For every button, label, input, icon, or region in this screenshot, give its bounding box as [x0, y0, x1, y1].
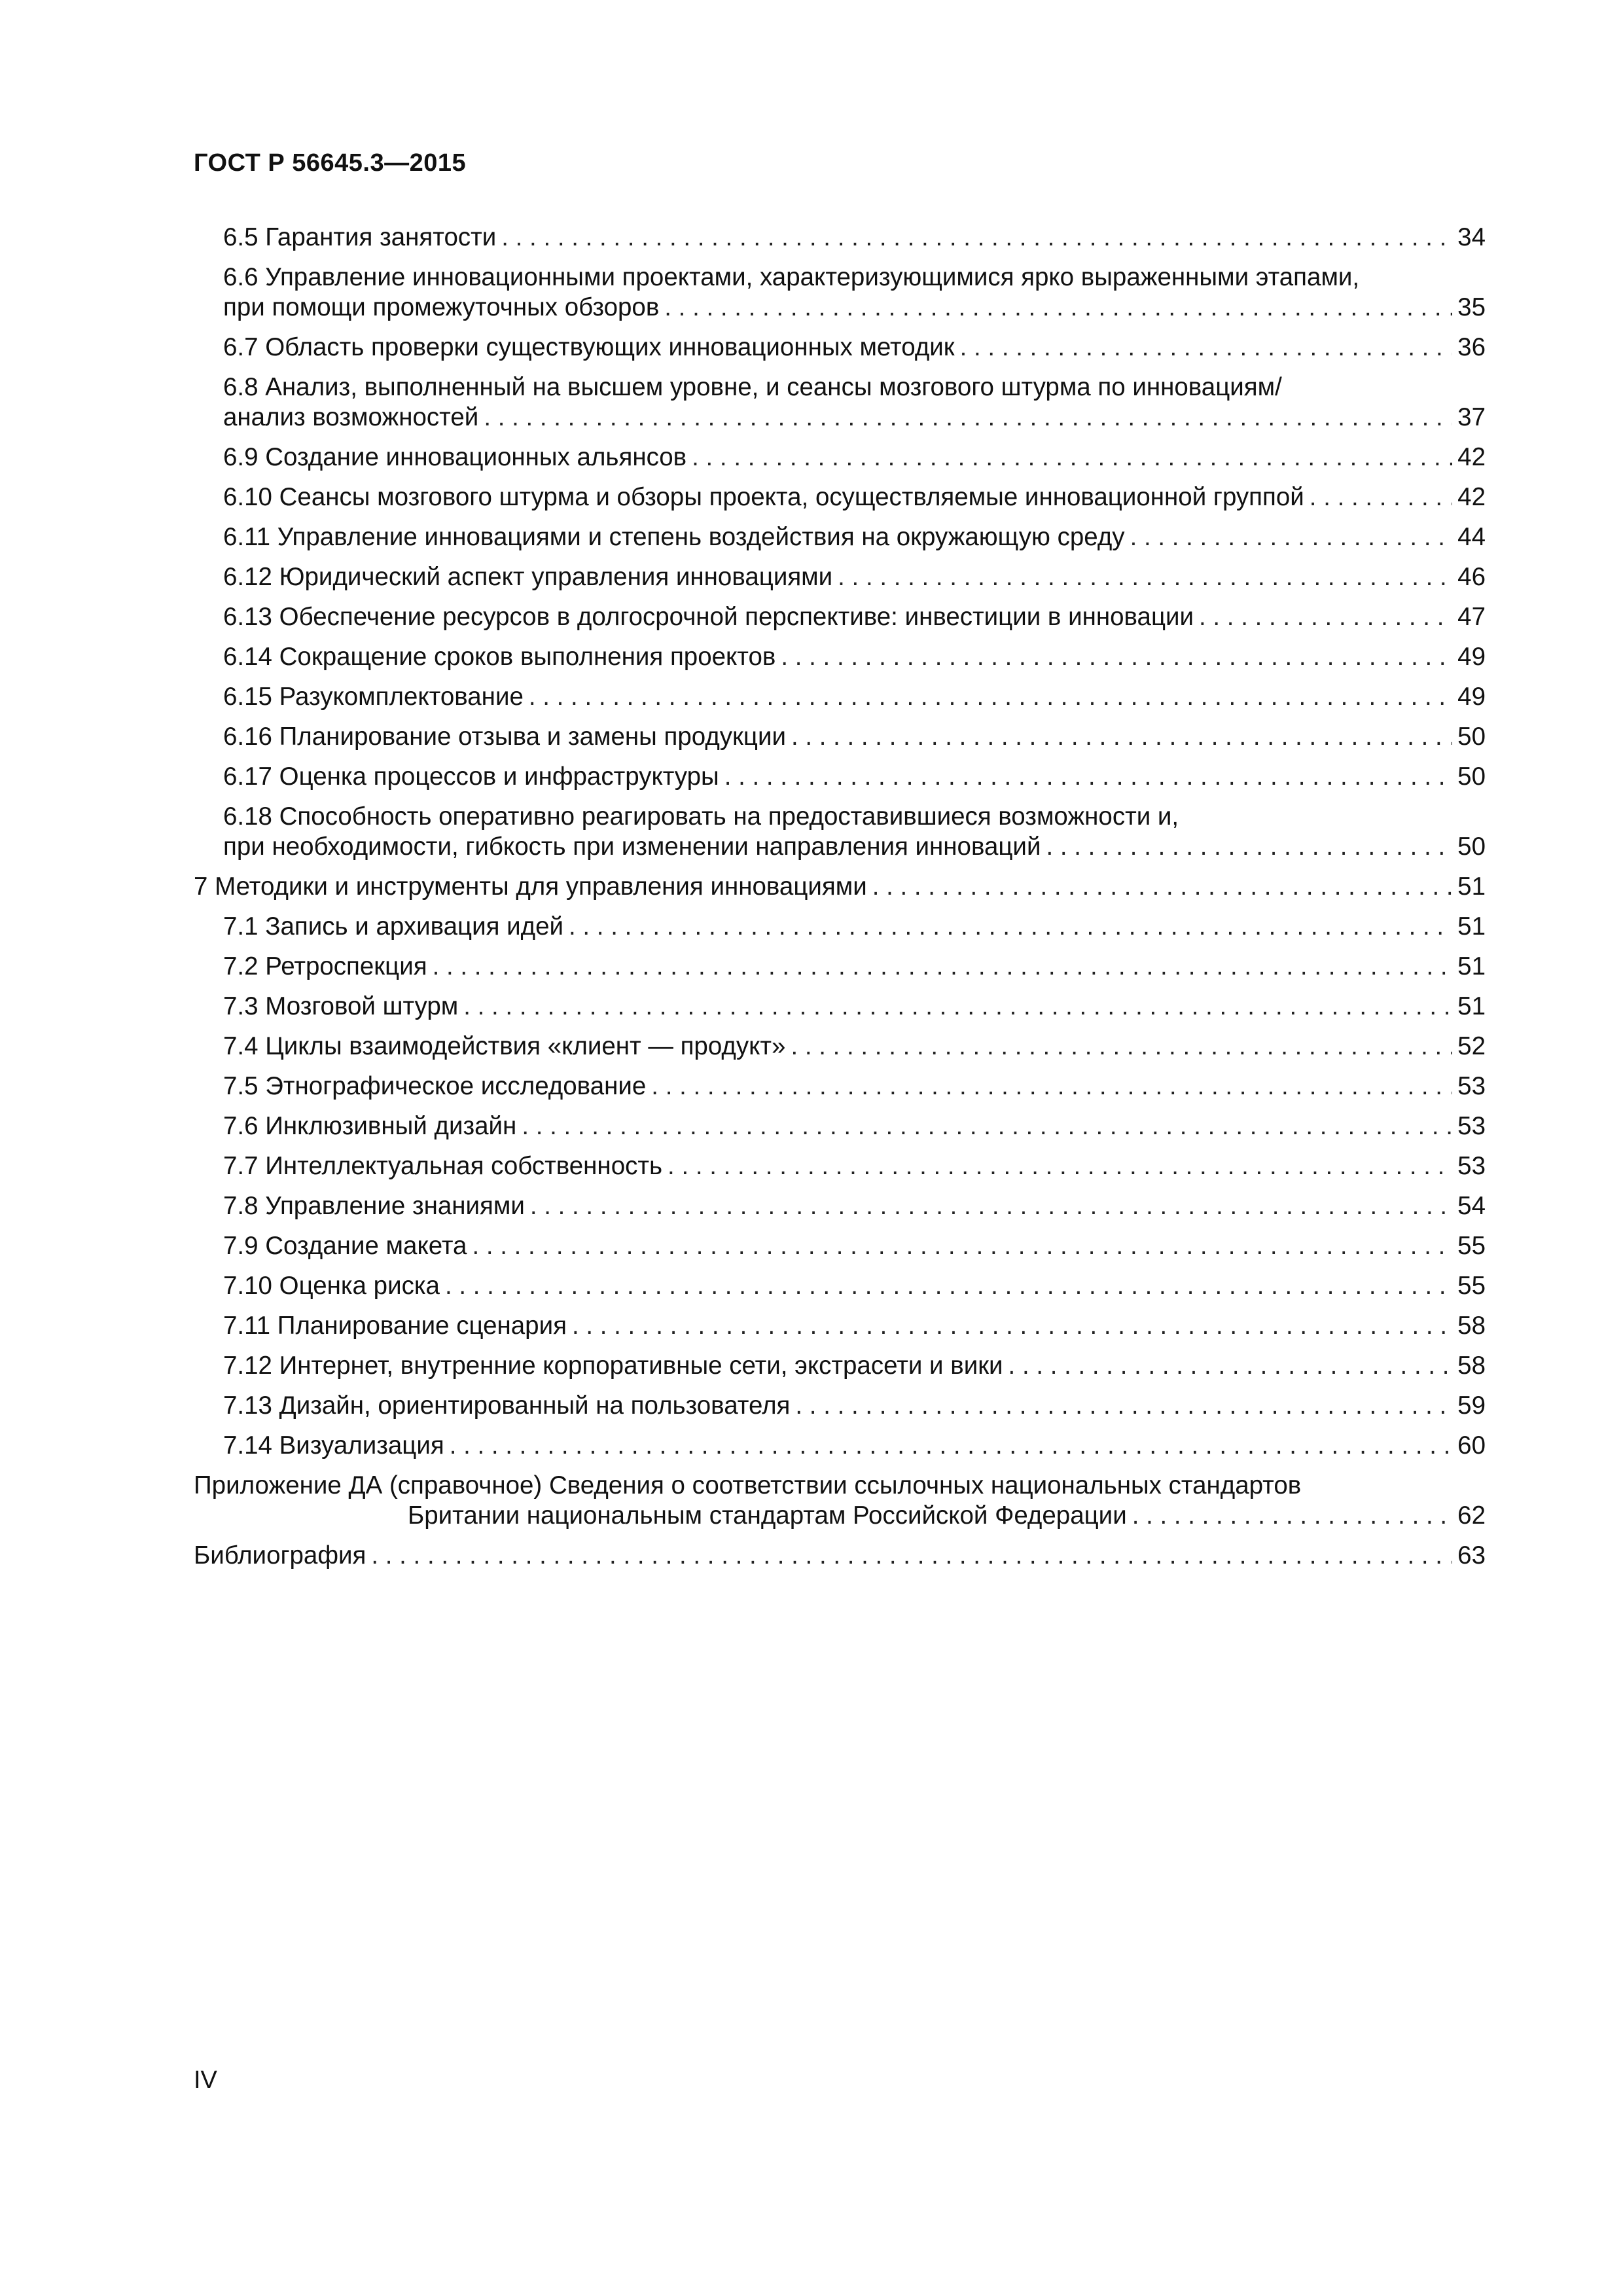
toc-page-number: 46 [1457, 563, 1486, 591]
toc-page-number: 51 [1457, 952, 1486, 980]
toc-entry-title: 7.4 Циклы взаимодействия «клиент — продукт» [223, 1032, 786, 1060]
dot-leader [1130, 522, 1453, 552]
toc-entry-7-10[interactable] [194, 1271, 1486, 1301]
toc-entry-6-9[interactable] [194, 442, 1486, 473]
toc-entry-6-17[interactable] [194, 762, 1486, 792]
toc-page-number: 53 [1457, 1072, 1486, 1100]
toc-page-number: 55 [1457, 1232, 1486, 1260]
toc-entry-title: 7.11 Планирование сценария [223, 1312, 567, 1340]
toc-page-number: 51 [1457, 872, 1486, 901]
dot-leader [781, 642, 1452, 672]
toc-entry-bibliography[interactable] [194, 1541, 1486, 1571]
toc-entry-title: 7.5 Этнографическое исследование [223, 1072, 647, 1100]
toc-entry-title: 6.6 Управление инновационными проектами, характеризующимися ярко выраженными этапами, [223, 263, 1360, 291]
toc-entry-title: 7.14 Визуализация [223, 1431, 444, 1460]
toc-entry-7-2[interactable] [194, 952, 1486, 982]
dot-leader [791, 722, 1452, 752]
toc-page-number: 34 [1457, 223, 1486, 251]
dot-leader [445, 1271, 1452, 1301]
toc-page-number: 52 [1457, 1032, 1486, 1060]
toc-entry-title: 6.17 Оценка процессов и инфраструктуры [223, 762, 719, 791]
dot-leader [1310, 482, 1452, 512]
toc-entry-7[interactable] [194, 872, 1486, 902]
toc-page-number: 62 [1457, 1501, 1486, 1530]
dot-leader [664, 293, 1452, 323]
toc-entry-title: 6.11 Управление инновациями и степень воздействия на окружающую среду [223, 523, 1125, 551]
toc-page-number: 59 [1457, 1391, 1486, 1420]
toc-entry-title: 6.7 Область проверки существующих инновационных методик [223, 333, 955, 361]
document-header: ГОСТ Р 56645.3—2015 [194, 149, 467, 177]
toc-page-number: 51 [1457, 992, 1486, 1020]
toc-entry-title: 7.8 Управление знаниями [223, 1192, 525, 1220]
toc-page-number: 50 [1457, 762, 1486, 791]
toc-page-number: 63 [1457, 1541, 1486, 1570]
dot-leader [668, 1151, 1452, 1181]
toc-entry-title: 7.10 Оценка риска [223, 1272, 440, 1300]
toc-entry-title: 7.3 Мозговой штурм [223, 992, 459, 1020]
toc-page-number: 37 [1457, 403, 1486, 431]
toc-entry-title: 7.1 Запись и архивация идей [223, 912, 564, 941]
toc-entry-7-4[interactable] [194, 1031, 1486, 1062]
toc-page-number: 42 [1457, 443, 1486, 471]
toc-page-number: 49 [1457, 683, 1486, 711]
dot-leader [838, 562, 1452, 592]
dot-leader [1008, 1351, 1453, 1381]
toc-entry-7-11[interactable] [194, 1311, 1486, 1341]
toc-entry-6-18[interactable] [194, 802, 1486, 862]
table-of-contents [194, 223, 1486, 1581]
toc-entry-6-15[interactable] [194, 682, 1486, 712]
toc-entry-7-7[interactable] [194, 1151, 1486, 1181]
toc-entry-title: 7.7 Интеллектуальная собственность [223, 1152, 663, 1180]
toc-page-number: 58 [1457, 1312, 1486, 1340]
dot-leader [529, 682, 1452, 712]
dot-leader [530, 1191, 1452, 1221]
toc-entry-title: Библиография [194, 1541, 366, 1570]
toc-entry-7-8[interactable] [194, 1191, 1486, 1221]
dot-leader [651, 1071, 1452, 1102]
dot-leader [1199, 602, 1452, 632]
toc-entry-7-9[interactable] [194, 1231, 1486, 1261]
toc-entry-title: 6.16 Планирование отзыва и замены продукции [223, 723, 786, 751]
dot-leader [450, 1431, 1452, 1461]
toc-entry-title: 6.13 Обеспечение ресурсов в долгосрочной перспективе: инвестиции в инновации [223, 603, 1194, 631]
toc-entry-title: 6.18 Способность оперативно реагировать на предоставившиеся возможности и, [223, 802, 1179, 831]
toc-entry-6-12[interactable] [194, 562, 1486, 592]
dot-leader [795, 1391, 1452, 1421]
toc-page-number: 36 [1457, 333, 1486, 361]
dot-leader [433, 952, 1453, 982]
toc-page-number: 58 [1457, 1352, 1486, 1380]
toc-entry-6-13[interactable] [194, 602, 1486, 632]
toc-page-number: 60 [1457, 1431, 1486, 1460]
toc-entry-6-5[interactable] [194, 223, 1486, 253]
dot-leader [572, 1311, 1452, 1341]
toc-entry-6-11[interactable] [194, 522, 1486, 552]
toc-entry-6-16[interactable] [194, 722, 1486, 752]
toc-entry-title: при помощи промежуточных обзоров [223, 293, 660, 321]
toc-entry-title: 7.12 Интернет, внутренние корпоративные сети, экстрасети и вики [223, 1352, 1003, 1380]
toc-entry-7-1[interactable] [194, 912, 1486, 942]
dot-leader [724, 762, 1452, 792]
dot-leader [692, 442, 1452, 473]
toc-page-number: 47 [1457, 603, 1486, 631]
dot-leader [569, 912, 1452, 942]
toc-page-number: 54 [1457, 1192, 1486, 1220]
page-number: IV [194, 2066, 217, 2094]
toc-page-number: 53 [1457, 1112, 1486, 1140]
toc-entry-title: 7.13 Дизайн, ориентированный на пользователя [223, 1391, 791, 1420]
dot-leader [522, 1111, 1452, 1141]
dot-leader [472, 1231, 1452, 1261]
toc-entry-title: Британии национальным стандартам Российской Федерации [408, 1501, 1127, 1530]
toc-entry-title: 6.10 Сеансы мозгового штурма и обзоры проекта, осуществляемые инновационной группой [223, 483, 1304, 511]
toc-entry-6-6[interactable] [194, 262, 1486, 323]
toc-entry-title: 7.9 Создание макета [223, 1232, 467, 1260]
dot-leader [1046, 832, 1452, 862]
toc-entry-title: 6.5 Гарантия занятости [223, 223, 497, 251]
toc-entry-title: 6.9 Создание инновационных альянсов [223, 443, 687, 471]
toc-page-number: 53 [1457, 1152, 1486, 1180]
toc-page-number: 49 [1457, 643, 1486, 671]
toc-entry-6-10[interactable] [194, 482, 1486, 512]
toc-entry-7-6[interactable] [194, 1111, 1486, 1141]
toc-entry-6-8[interactable] [194, 372, 1486, 433]
toc-entry-title: при необходимости, гибкость при изменении направления инноваций [223, 833, 1041, 861]
toc-entry-title: анализ возможностей [223, 403, 479, 431]
toc-entry-7-12[interactable] [194, 1351, 1486, 1381]
toc-entry-title: 7.2 Ретроспекция [223, 952, 427, 980]
toc-entry-7-5[interactable] [194, 1071, 1486, 1102]
dot-leader [960, 332, 1453, 363]
toc-entry-title: Приложение ДА (справочное) Сведения о соответствии ссылочных национальных стандартов [194, 1471, 1302, 1499]
toc-page-number: 35 [1457, 293, 1486, 321]
dot-leader [791, 1031, 1452, 1062]
dot-leader [1132, 1501, 1452, 1531]
toc-entry-annex-da[interactable] [194, 1471, 1486, 1531]
toc-entry-6-7[interactable] [194, 332, 1486, 363]
toc-entry-title: 6.12 Юридический аспект управления инновациями [223, 563, 833, 591]
toc-entry-title: 6.8 Анализ, выполненный на высшем уровне, и сеансы мозгового штурма по инновациям/ [223, 373, 1282, 401]
toc-page-number: 51 [1457, 912, 1486, 941]
toc-entry-title: 6.15 Разукомплектование [223, 683, 524, 711]
toc-entry-7-3[interactable] [194, 992, 1486, 1022]
toc-entry-6-14[interactable] [194, 642, 1486, 672]
toc-entry-7-13[interactable] [194, 1391, 1486, 1421]
toc-entry-title: 6.14 Сокращение сроков выполнения проектов [223, 643, 776, 671]
dot-leader [371, 1541, 1452, 1571]
dot-leader [463, 992, 1452, 1022]
dot-leader [484, 403, 1452, 433]
dot-leader [501, 223, 1452, 253]
toc-page-number: 44 [1457, 523, 1486, 551]
dot-leader [872, 872, 1452, 902]
toc-page-number: 50 [1457, 833, 1486, 861]
toc-entry-7-14[interactable] [194, 1431, 1486, 1461]
toc-page-number: 50 [1457, 723, 1486, 751]
toc-entry-title: 7.6 Инклюзивный дизайн [223, 1112, 517, 1140]
toc-page-number: 55 [1457, 1272, 1486, 1300]
toc-page-number: 42 [1457, 483, 1486, 511]
toc-entry-title: 7 Методики и инструменты для управления инновациями [194, 872, 867, 901]
